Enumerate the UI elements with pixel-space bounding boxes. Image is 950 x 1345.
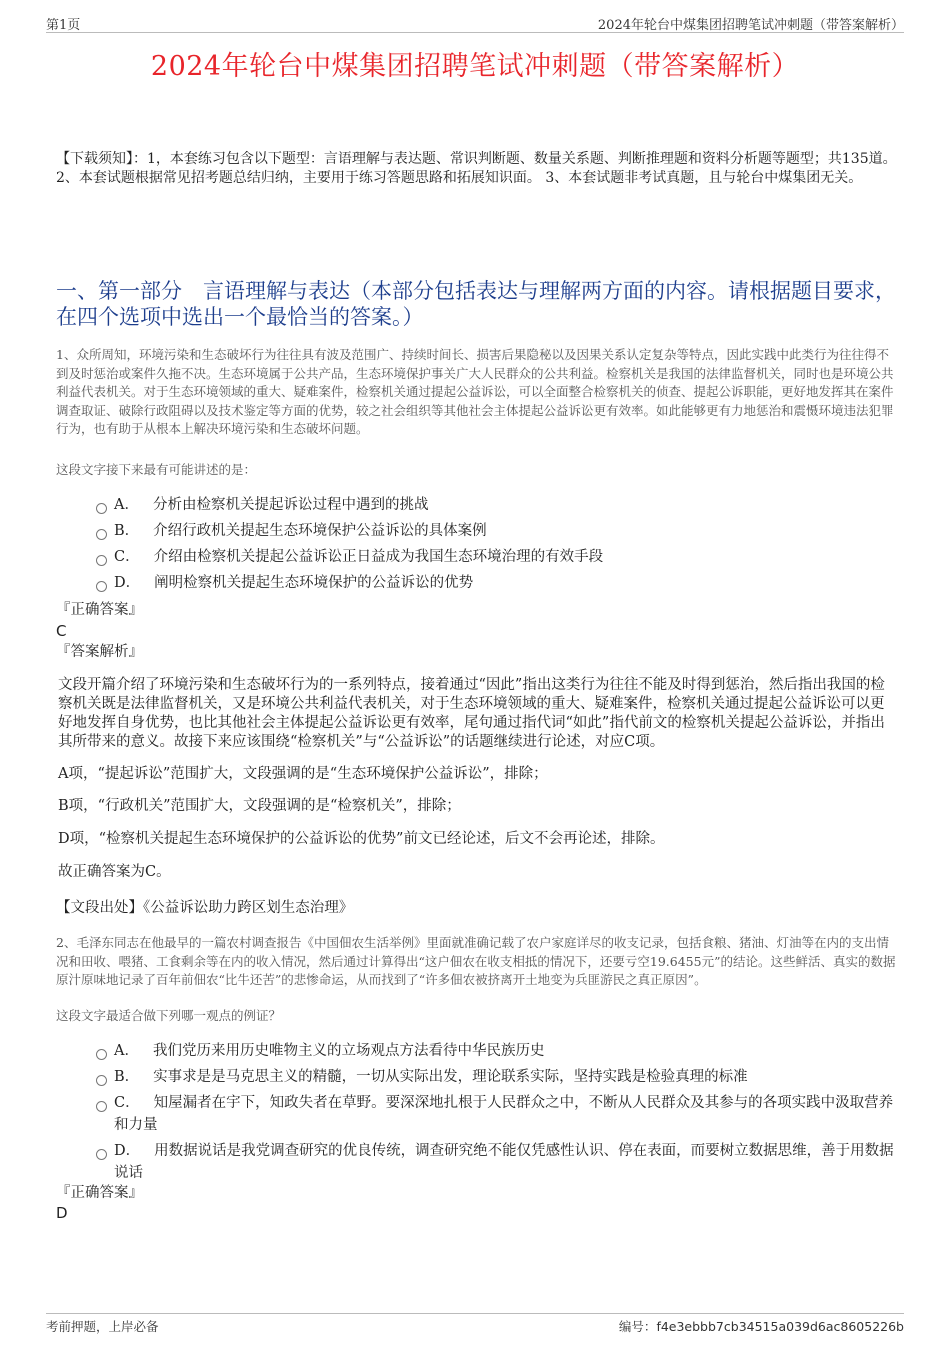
question-1-stem: 1、众所周知，环境污染和生态破坏行为往往具有波及范围广、持续时间长、损害后果隐秘以及因果关系认定复杂等特点，因此实践中此类行为往往得不到及时惩治或案件久拖不决。生态环境属于公共产品，生态环境保护事关广大人民群众的公共利益。检察机关是我国的法律监督机关，同时也是环境公共利益代表机关。对于生态环境领域的重大、疑难案件，检察机关通过提起公益诉讼，可以全面整合检察机关的侦查、提起公诉职能，更好地发挥其在案件调查取证、破除行政阻碍以及技术鉴定等方面的优势，较之社会组织等其他社会主体提起公益诉讼更有效率。如此能够更有力地惩治和震慑环境违法犯罪行为，也有助于从根本上解决环境污染和生态破坏问题。 xyxy=(56,347,894,436)
document-code: 编号：f4e3ebbb7cb34515a039d6ac8605226b xyxy=(618,1319,904,1334)
option-d[interactable]: D． 用数据说话是我党调查研究的优良传统，调查研究绝不能仅凭感性认识、停在表面，而要树立数据思维，善于用数据说话 xyxy=(96,1140,896,1184)
option-a[interactable]: A． 我们党历来用历史唯物主义的立场观点方法看待中华民族历史 xyxy=(96,1040,896,1062)
answer-label: 『正确答案』 xyxy=(56,602,143,618)
question-1-options xyxy=(96,494,896,598)
header-doc-title: 2024年轮台中煤集团招聘笔试冲刺题（带答案解析） xyxy=(597,18,904,33)
radio-icon[interactable] xyxy=(96,503,107,514)
analysis-conclusion: 故正确答案为C。 xyxy=(58,864,171,880)
option-c[interactable]: C． 知屋漏者在宇下，知政失者在草野。要深深地扎根于人民群众之中，不断从人民群众及其参与的各项实践中汲取营养和力量 xyxy=(96,1092,896,1136)
document-title: 2024年轮台中煤集团招聘笔试冲刺题（带答案解析） xyxy=(150,51,800,82)
analysis-option-b: B项，“行政机关”范围扩大，文段强调的是“检察机关”，排除； xyxy=(58,798,461,814)
radio-icon[interactable] xyxy=(96,1049,107,1060)
page-header xyxy=(46,14,904,33)
option-b[interactable]: B． 介绍行政机关提起生态环境保护公益诉讼的具体案例 xyxy=(96,520,896,542)
page-number: 第1页 xyxy=(46,18,81,33)
radio-icon[interactable] xyxy=(96,1149,107,1160)
option-c[interactable]: C． 介绍由检察机关提起公益诉讼正日益成为我国生态环境治理的有效手段 xyxy=(96,546,896,568)
download-notice: 【下载须知】：1，本套练习包含以下题型：言语理解与表达题、常识判断题、数量关系题、判断推理题和资料分析题等题型；共135道。 2、本套试题根据常见招考题总结归纳，主要用于练习答题思路和拓展知识面。 3、本套试题非考试真题，且与轮台中煤集团无关。 xyxy=(56,151,897,186)
option-b[interactable]: B． 实事求是是马克思主义的精髓，一切从实际出发，理论联系实际，坚持实践是检验真理的标准 xyxy=(96,1066,896,1088)
question-1-prompt: 这段文字接下来最有可能讲述的是： xyxy=(56,462,257,477)
option-d[interactable]: D． 阐明检察机关提起生态环境保护的公益诉讼的优势 xyxy=(96,572,896,594)
radio-icon[interactable] xyxy=(96,555,107,566)
question-2-stem: 2、毛泽东同志在他最早的一篇农村调查报告《中国佃农生活举例》里面就准确记载了农户家庭详尽的收支记录，包括食粮、猪油、灯油等在内的支出情况和田收、喂猪、工食剩余等在内的收入情况，然后通过计算得出“这户佃农在收支相抵的情况下，还要亏空19.6455元”的结论。这些鲜活、真实的数据原汁原味地记录了百年前佃农“比牛还苦”的悲惨命运，从而找到了“许多佃农被挤离开土地变为兵匪游民之真正原因”。 xyxy=(56,935,896,987)
radio-icon[interactable] xyxy=(96,1075,107,1086)
analysis-option-d: D项，“检察机关提起生态环境保护的公益诉讼的优势”前文已经论述，后文不会再论述，排除。 xyxy=(58,831,665,847)
analysis-option-a: A项，“提起诉讼”范围扩大，文段强调的是“生态环境保护公益诉讼”，排除； xyxy=(58,766,548,782)
answer-value: D xyxy=(56,1204,68,1222)
source-citation: 【文段出处】《公益诉讼助力跨区划生态治理》 xyxy=(56,900,354,916)
answer-value: C xyxy=(56,622,67,640)
analysis-label: 『答案解析』 xyxy=(56,644,143,660)
option-a[interactable]: A． 分析由检察机关提起诉讼过程中遇到的挑战 xyxy=(96,494,896,516)
answer-label: 『正确答案』 xyxy=(56,1185,143,1201)
radio-icon[interactable] xyxy=(96,1101,107,1112)
question-2-prompt: 这段文字最适合做下列哪一观点的例证？ xyxy=(56,1008,282,1023)
analysis-paragraph: 文段开篇介绍了环境污染和生态破坏行为的一系列特点，接着通过“因此”指出这类行为往往不能及时得到惩治，然后指出我国的检察机关既是法律监督机关，又是环境公共利益代表机关，对于生态环境领域的重大、疑难案件，检察机关通过提起公益诉讼可以更好地发挥自身优势，也比其他社会主体提起公益诉讼更有效率，尾句通过指代词“如此”指代前文的检察机关提起公益诉讼，并指出其所带来的意义。故接下来应该围绕“检察机关”与“公益诉讼”的话题继续进行论述，对应C项。 xyxy=(58,677,885,750)
page-footer xyxy=(46,1313,904,1334)
footer-slogan: 考前押题，上岸必备 xyxy=(46,1319,159,1334)
question-2-options xyxy=(96,1040,896,1188)
section-heading: 一、第一部分 言语理解与表达（本部分包括表达与理解两方面的内容。请根据题目要求，在四个选项中选出一个最恰当的答案。） xyxy=(56,279,896,329)
radio-icon[interactable] xyxy=(96,581,107,592)
radio-icon[interactable] xyxy=(96,529,107,540)
